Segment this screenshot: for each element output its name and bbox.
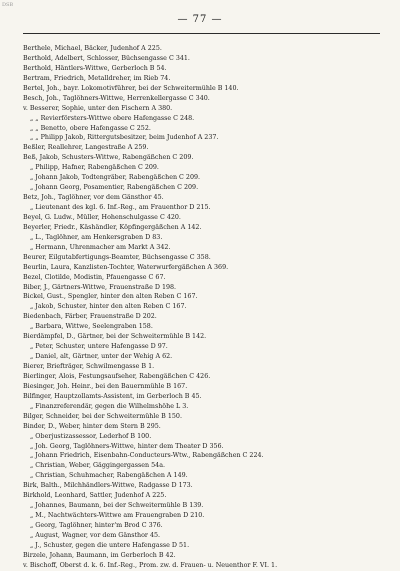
corner-mark: DSB bbox=[2, 2, 14, 8]
directory-sub-entry: „ Hermann, Uhrenmacher am Markt A 342. bbox=[30, 243, 171, 251]
directory-sub-entry: „ Christian, Weber, Gäggingergassen 54a. bbox=[30, 462, 165, 470]
directory-entry: Betz, Joh., Taglöhner, vor dem Gänsthor 45. bbox=[23, 194, 164, 202]
directory-entry: Bezel, Clotilde, Modistin, Pfauengasse C 67. bbox=[23, 273, 166, 281]
directory-entry: Beyerler, Friedr., Käshändler, Köpfingergäßchen A 142. bbox=[23, 223, 202, 231]
directory-sub-entry: „ L., Taglöhner, am Henkersgraben D 83. bbox=[30, 233, 163, 241]
directory-entry: Berthele, Michael, Bäcker, Judenhof A 225. bbox=[23, 45, 162, 52]
directory-sub-entry: „ Daniel, alt, Gärtner, unter der Wehig A 62. bbox=[30, 353, 173, 361]
directory-entry: Birkhold, Leonhard, Sattler, Judenhof A 225. bbox=[23, 492, 167, 500]
directory-entry: v. Besserer, Sophie, unter den Fischern A 380. bbox=[23, 104, 173, 112]
directory-entry: Bierer, Briefträger, Schwilmengasse B 1. bbox=[23, 363, 155, 370]
directory-entry: Beßler, Reallehrer, Langestraße A 259. bbox=[23, 144, 149, 152]
directory-sub-entry: „ Johann Friedrich, Eisenbahn-Conducteurs-Wtw., Rabengäßchen C 224. bbox=[30, 452, 264, 460]
directory-sub-entry: „ „ Benetto, obere Hafengasse C 252. bbox=[30, 124, 151, 132]
directory-entry: Bilger, Schneider, bei der Schweitermühle B 150. bbox=[23, 412, 182, 420]
directory-entry: Beyel, G. Ludw., Müller, Hohenschulgasse C 420. bbox=[23, 213, 181, 221]
directory-entry: Bilfinger, Hauptzollamts-Assistent, im Gerberloch B 45. bbox=[23, 392, 202, 400]
directory-entry: Beurlin, Laura, Kanzlisten-Tochter, Waterwurfergäßchen A 369. bbox=[23, 263, 229, 271]
directory-entries bbox=[23, 44, 385, 571]
directory-entry: Besch, Joh., Taglöhners-Wittwe, Herrenkellergasse C 340. bbox=[23, 94, 210, 102]
directory-sub-entry: „ August, Wagner, vor dem Gänsthor 45. bbox=[30, 531, 161, 539]
directory-sub-entry: „ Barbara, Wittwe, Seelengraben 158. bbox=[30, 323, 153, 331]
directory-entry: Berthold, Häntlers-Wittwe, Gerberloch B 54. bbox=[23, 64, 167, 72]
directory-entry: Birk, Balth., Milchhändlers-Wittwe, Radgasse D 173. bbox=[23, 482, 193, 490]
directory-entry: Bierdämpfel, D., Gärtner, bei der Schweitermühle B 142. bbox=[23, 333, 207, 341]
directory-entry: Biedenbach, Färber, Frauenstraße D 202. bbox=[23, 313, 157, 321]
directory-entry: Bickel, Gust., Spengler, hinter den alten Reben C 167. bbox=[23, 293, 198, 301]
directory-entry: Bertram, Friedrich, Metalldreher, im Rieb 74. bbox=[23, 74, 171, 82]
directory-sub-entry: „ Johann Jakob, Todtengräber, Rabengäßchen C 209. bbox=[30, 174, 201, 182]
directory-entry: Bertel, Joh., bayr. Lokomotivführer, bei der Schweitermühle B 140. bbox=[23, 84, 239, 92]
directory-sub-entry: „ „ Philipp Jakob, Rittergutsbesitzer, beim Judenhof A 237. bbox=[30, 134, 219, 142]
directory-entry: Binder, D., Weber, hinter dem Stern B 295. bbox=[23, 422, 161, 430]
directory-entry: Beurer, Eilgutabfertigungs-Beamter, Büchsengasse C 358. bbox=[23, 253, 211, 261]
directory-sub-entry: „ Oberjustizassessor, Lederhof B 100. bbox=[30, 432, 152, 440]
directory-entry: Biber, J., Gärtners-Wittwe, Frauenstraße D 198. bbox=[23, 283, 177, 291]
directory-sub-entry: „ Finanzreferendär, gegen die Wilhelmshöhe L 3. bbox=[30, 402, 189, 410]
directory-entry: Biesinger, Joh. Heinr., bei den Bauernmühle B 167. bbox=[23, 382, 188, 390]
directory-sub-entry: „ Philipp, Hafner, Rabengäßchen C 209. bbox=[30, 164, 159, 172]
directory-sub-entry: „ Peter, Schuster, untere Hafengasse D 97. bbox=[30, 343, 168, 351]
directory-sub-entry: „ Johannes, Baumann, bei der Schweitermühle B 139. bbox=[30, 502, 204, 510]
directory-entry: Bierlinger, Alois, Festungsaufseher, Rabengäßchen C 426. bbox=[23, 372, 211, 380]
page-number: — 77 — bbox=[177, 14, 223, 25]
directory-sub-entry: „ Lieutenant des kgl. 6. Inf.-Reg., am Frauenthor D 215. bbox=[30, 204, 211, 211]
directory-sub-entry: „ Georg, Taglöhner, hinter'm Brod C 376. bbox=[30, 522, 163, 529]
directory-sub-entry: „ „ Revierförsters-Wittwe obere Hafengasse C 248. bbox=[30, 114, 195, 122]
directory-sub-entry: „ Jakob, Schuster, hinter den alten Reben C 167. bbox=[30, 303, 187, 311]
directory-entry: Berthold, Adelbert, Schlosser, Büchsengasse C 341. bbox=[23, 54, 190, 62]
header-rule bbox=[23, 33, 380, 34]
directory-sub-entry: „ Johann Georg, Posamentier, Rabengäßchen C 209. bbox=[30, 184, 199, 192]
directory-entry: v. Bischoff, Oberst d. k. 6. Inf.-Reg., Prom. zw. d. Frauen- u. Neuenthor F. VI. 1. bbox=[23, 561, 278, 569]
directory-sub-entry: „ Christian, Schuhmacher, Rabengäßchen A 149. bbox=[30, 472, 188, 480]
directory-sub-entry: „ M., Nachtwächters-Wittwe am Frauengraben D 210. bbox=[30, 512, 205, 520]
directory-sub-entry: „ Joh. Georg, Taglöhners-Wittwe, hinter dem Theater D 356. bbox=[30, 442, 224, 450]
directory-entry: Beß, Jakob, Schusters-Wittwe, Rabengäßchen C 209. bbox=[23, 154, 194, 162]
directory-entry: Birzele, Johann, Baumann, im Gerberloch B 42. bbox=[23, 551, 176, 559]
directory-sub-entry: „ J., Schuster, gegen die untere Hafengasse D 51. bbox=[30, 541, 190, 549]
